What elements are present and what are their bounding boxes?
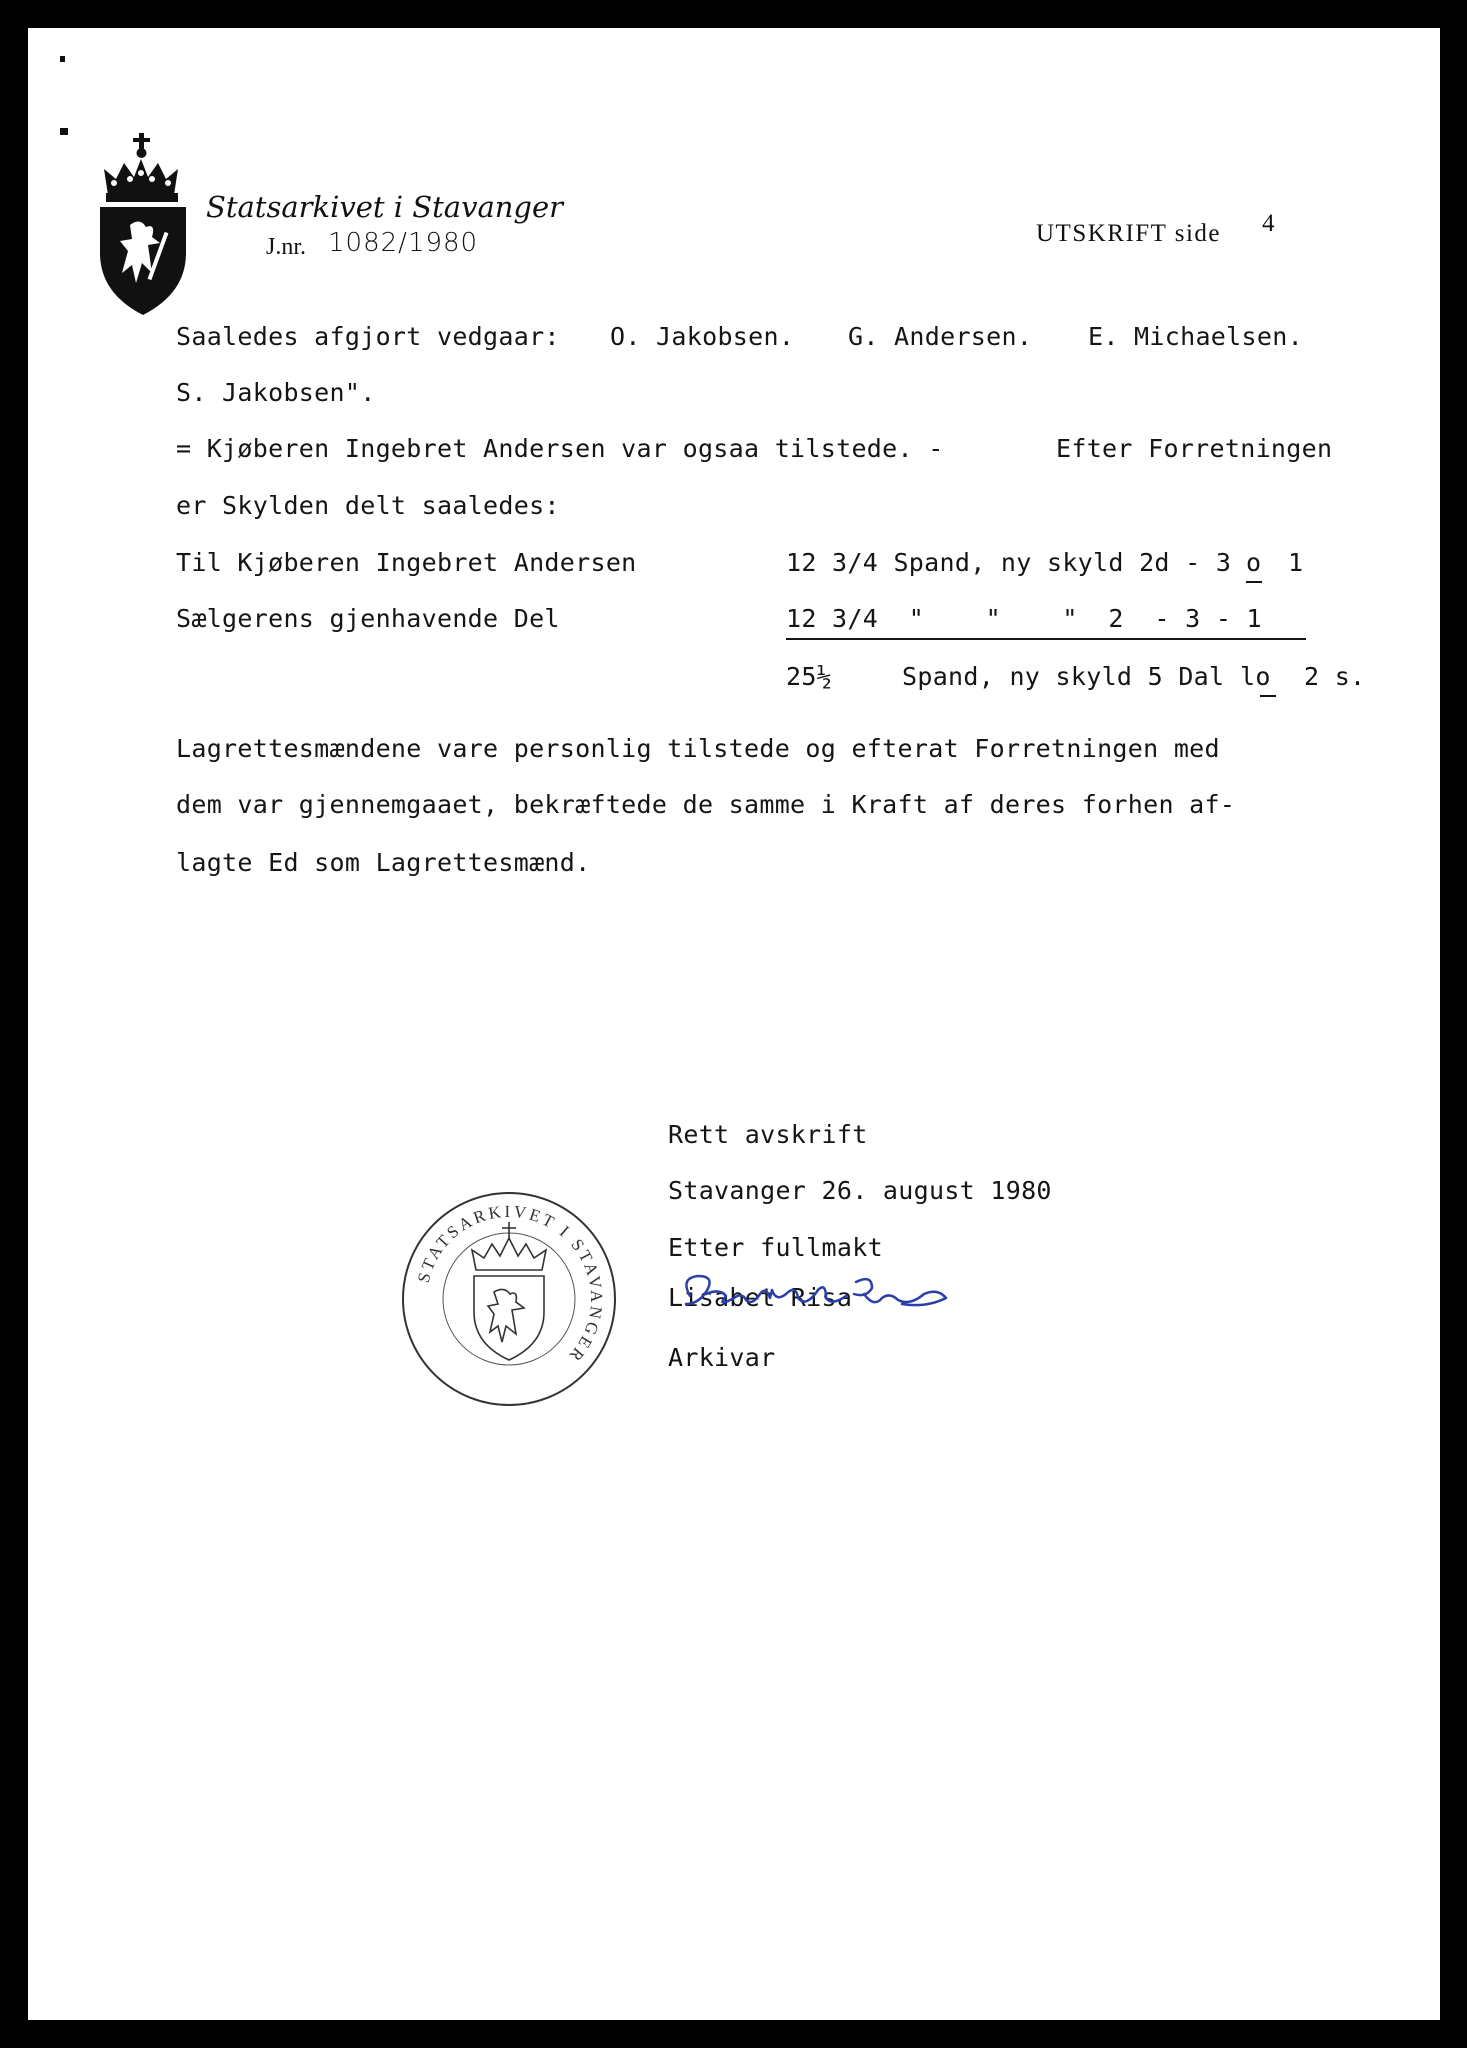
signer-name: Lisabet Risa (668, 1283, 853, 1312)
row-1-o: o (1246, 548, 1262, 577)
line-1-name: E. Michaelsen. (1088, 322, 1303, 351)
line-1-name: G. Andersen. (848, 322, 1033, 351)
stamp-seal-icon (398, 1188, 620, 1410)
row-3-a: 25½ (786, 662, 833, 691)
scan-speck (60, 56, 65, 62)
institution-name: Statsarkivet i Stavanger (206, 190, 564, 224)
place-date: Stavanger 26. august 1980 (668, 1176, 1052, 1205)
line-3-a: = Kjøberen Ingebret Andersen var ogsaa tilstede. - (176, 434, 944, 463)
line-2: S. Jakobsen". (176, 378, 376, 407)
signature-icon (676, 1268, 956, 1328)
document-page (28, 28, 1440, 2020)
row-2-underline (786, 638, 1306, 640)
journal-number: 1082/1980 (328, 228, 479, 258)
row-1-label: Til Kjøberen Ingebret Andersen (176, 548, 637, 577)
scan-speck (60, 128, 68, 135)
row-1-tail: 1 (1288, 548, 1304, 577)
etter-fullmakt: Etter fullmakt (668, 1233, 883, 1262)
journal-label: J.nr. (266, 234, 307, 260)
line-1-name: O. Jakobsen. (610, 322, 795, 351)
paragraph-line: dem var gjennemgaaet, bekræftede de samme i Kraft af deres forhen af- (176, 790, 1236, 819)
signer-title: Arkivar (668, 1343, 776, 1372)
row-1-value: 12 3/4 Spand, ny skyld 2d - 3 (786, 548, 1232, 577)
line-3-b: Efter Forretningen (1056, 434, 1333, 463)
row-3-tail: 2 s. (1304, 662, 1366, 691)
line-4: er Skylden delt saaledes: (176, 491, 560, 520)
page-number: 4 (1262, 210, 1275, 237)
row-3-lo-underline (1260, 695, 1276, 697)
row-3-lo: lo (1240, 662, 1271, 691)
svg-text:STATSARKIVET I STAVANGER: STATSARKIVET I STAVANGER (413, 1201, 607, 1368)
row-2-value: 12 3/4 " " " 2 - 3 - 1 (786, 604, 1262, 633)
coat-of-arms-icon (86, 133, 201, 318)
line-1-lead: Saaledes afgjort vedgaar: (176, 322, 560, 351)
row-1-o-underline (1246, 581, 1262, 583)
paragraph-line: lagte Ed som Lagrettesmænd. (176, 848, 591, 877)
rett-avskrift: Rett avskrift (668, 1120, 868, 1149)
row-3-b: Spand, ny skyld 5 Dal (902, 662, 1225, 691)
row-2-label: Sælgerens gjenhavende Del (176, 604, 560, 633)
utskrift-label: UTSKRIFT side (1036, 220, 1222, 247)
paragraph-line: Lagrettesmændene vare personlig tilstede og efterat Forretningen med (176, 734, 1220, 763)
